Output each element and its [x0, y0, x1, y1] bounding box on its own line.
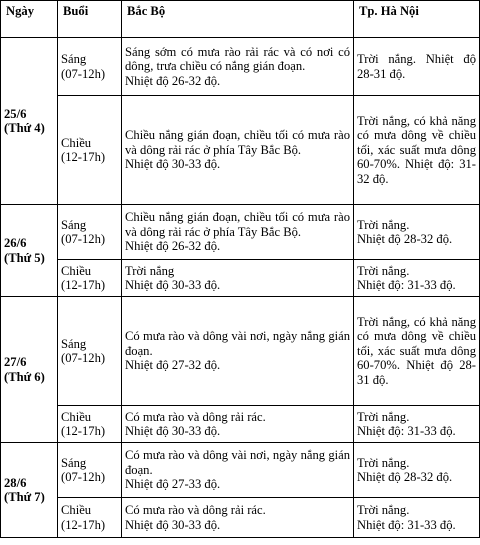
- bac-bo-forecast: [122, 406, 354, 443]
- session-name: Chiều: [61, 409, 92, 424]
- ha-noi-forecast: [354, 96, 480, 205]
- session-time: (07-12h): [61, 66, 106, 81]
- session-time: (12-17h): [61, 278, 106, 292]
- table-body: [1, 38, 480, 538]
- ha-noi-forecast-text: Trời nắng. Nhiệt độ: 31-33 độ.: [357, 503, 456, 532]
- weekday-label: (Thứ 4): [4, 121, 45, 135]
- ha-noi-forecast-text: Trời nắng. Nhiệt độ 28-31 độ.: [357, 52, 476, 81]
- session-cell: [58, 260, 122, 297]
- bac-bo-forecast-text: Có mưa rào và dông vài nơi, ngày nắng gián đoạn. Nhiệt độ 27-32 độ.: [125, 329, 350, 373]
- session-name: Chiều: [61, 263, 92, 278]
- session-time: (07-12h): [61, 232, 106, 246]
- date-label: 26/6: [4, 236, 27, 250]
- header-ha-noi: Tp. Hà Nội: [354, 1, 480, 38]
- session-cell: [58, 498, 122, 538]
- header-session: Buổi: [58, 1, 122, 38]
- bac-bo-forecast-text: Chiều nắng gián đoạn, chiều tối có mưa rào và dông rải rác ở phía Tây Bắc Bộ. Nhiệt độ 30-33 độ.: [125, 128, 350, 172]
- header-row: [1, 1, 480, 38]
- ha-noi-forecast: [354, 498, 480, 538]
- bac-bo-forecast: [122, 96, 354, 205]
- bac-bo-forecast-text: Chiều nắng gián đoạn, chiều tối có mưa rào và dông rải rác ở phía Tây Bắc Bộ. Nhiệt độ 26-32 độ.: [125, 210, 350, 254]
- ha-noi-forecast-text: Trời nắng. Nhiệt độ: 31-33 độ.: [357, 409, 456, 438]
- ha-noi-forecast-text: Trời nắng. Nhiệt độ: 31-33 độ.: [357, 263, 456, 292]
- session-time: (12-17h): [61, 517, 106, 532]
- session-cell: [58, 38, 122, 96]
- session-time: (12-17h): [61, 150, 106, 164]
- weekday-label: (Thứ 6): [4, 369, 45, 384]
- bac-bo-forecast: [122, 297, 354, 406]
- ha-noi-forecast-text: Trời nắng. Nhiệt độ 28-32 độ.: [357, 217, 453, 246]
- date-cell: [1, 38, 58, 205]
- header-date: Ngày: [1, 1, 58, 38]
- ha-noi-forecast-text: Trời nắng, có khả năng có mưa dông về chiều tối, xác suất mưa dông 60-70%. Nhiệt độ 28-31 độ.: [357, 314, 476, 387]
- table-row: [1, 205, 480, 260]
- bac-bo-forecast-text: Sáng sớm có mưa rào rải rác và có nơi có dông, trưa chiều có nắng gián đoạn. Nhiệt độ 26-32 độ.: [125, 44, 350, 88]
- date-label: 28/6: [4, 475, 27, 490]
- session-name: Sáng: [61, 217, 87, 232]
- session-name: Sáng: [61, 455, 87, 470]
- table-row: [1, 406, 480, 443]
- table-row: [1, 443, 480, 498]
- weekday-label: (Thứ 7): [4, 490, 45, 504]
- session-name: Sáng: [61, 52, 87, 66]
- date-cell: [1, 205, 58, 297]
- ha-noi-forecast: [354, 260, 480, 297]
- ha-noi-forecast-text: Trời nắng, có khả năng có mưa dông về chiều tối, xác suất mưa dông 60-70%. Nhiệt độ: 31-32 độ.: [357, 113, 476, 186]
- session-cell: [58, 406, 122, 443]
- date-label: 27/6: [4, 355, 27, 369]
- bac-bo-forecast-text: Trời nắng Nhiệt độ 30-33 độ.: [125, 263, 221, 292]
- date-cell: [1, 443, 58, 538]
- ha-noi-forecast: [354, 406, 480, 443]
- table-row: [1, 96, 480, 205]
- session-cell: [58, 297, 122, 406]
- weekday-label: (Thứ 5): [4, 250, 45, 265]
- bac-bo-forecast-text: Có mưa rào và dông rải rác. Nhiệt độ 30-33 độ.: [125, 409, 266, 438]
- date-label: 25/6: [4, 106, 27, 121]
- session-cell: [58, 205, 122, 260]
- session-name: Chiều: [61, 135, 92, 150]
- session-cell: [58, 443, 122, 498]
- session-time: (07-12h): [61, 470, 106, 484]
- bac-bo-forecast: [122, 38, 354, 96]
- table-header: [1, 1, 480, 38]
- bac-bo-forecast-text: Có mưa rào và dông vài nơi, ngày nắng gián đoạn. Nhiệt độ 27-33 độ.: [125, 448, 350, 492]
- ha-noi-forecast: [354, 38, 480, 96]
- ha-noi-forecast: [354, 297, 480, 406]
- date-cell: [1, 297, 58, 443]
- session-name: Chiều: [61, 503, 92, 517]
- ha-noi-forecast: [354, 205, 480, 260]
- session-cell: [58, 96, 122, 205]
- bac-bo-forecast-text: Có mưa rào và dông rải rác. Nhiệt độ 30-33 độ.: [125, 503, 266, 532]
- bac-bo-forecast: [122, 205, 354, 260]
- table-row: [1, 260, 480, 297]
- bac-bo-forecast: [122, 443, 354, 498]
- ha-noi-forecast: [354, 443, 480, 498]
- bac-bo-forecast: [122, 260, 354, 297]
- table-row: [1, 38, 480, 96]
- session-time: (07-12h): [61, 351, 106, 365]
- header-bac-bo: Bắc Bộ: [122, 1, 354, 38]
- table-row: [1, 498, 480, 538]
- table-row: [1, 297, 480, 406]
- session-time: (12-17h): [61, 424, 106, 438]
- session-name: Sáng: [61, 336, 87, 351]
- ha-noi-forecast-text: Trời nắng. Nhiệt độ 28-32 độ.: [357, 455, 453, 484]
- bac-bo-forecast: [122, 498, 354, 538]
